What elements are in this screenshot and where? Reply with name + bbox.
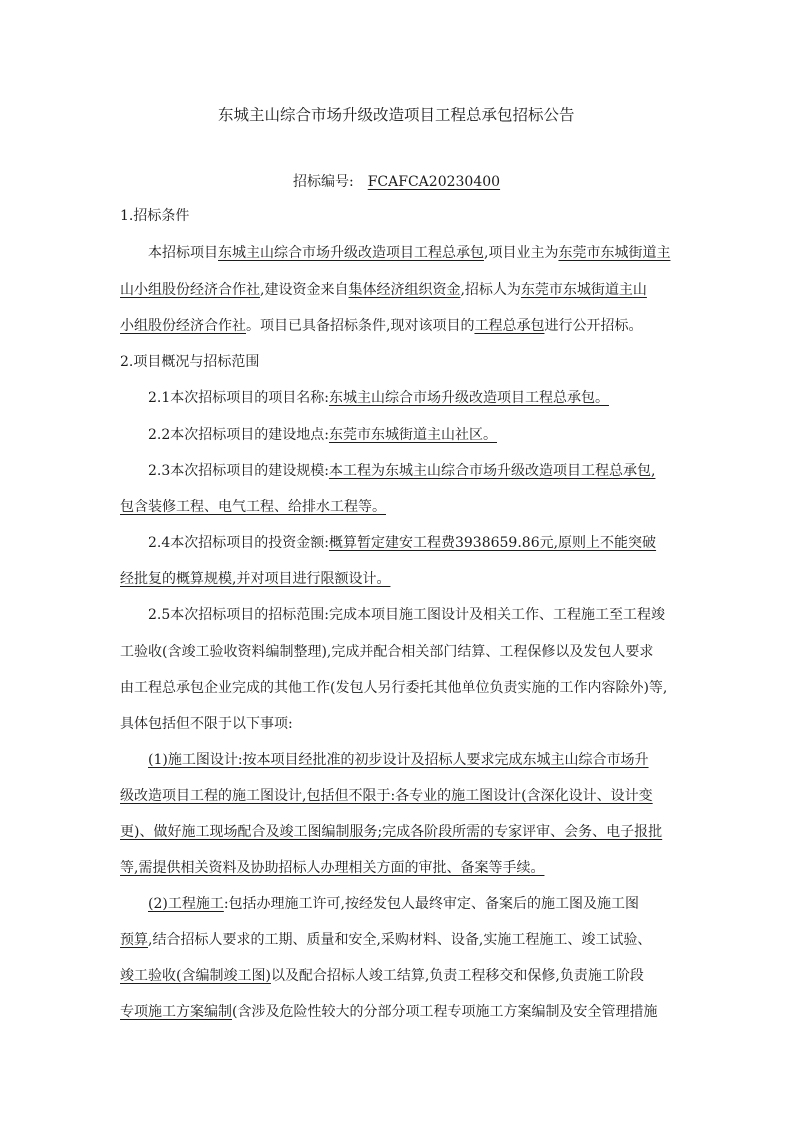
- tender-number-label: 招标编号:: [293, 174, 354, 190]
- text-segment: 本招标项目: [148, 245, 218, 261]
- item-label: 2.3本次招标项目的建设规模:: [148, 463, 329, 479]
- item-2-1: [148, 388, 609, 408]
- text-segment: ,结合招标人要求的工期、质量和安全,采购材料、设备,实施工程施工、竣工试验、: [148, 932, 652, 948]
- text-segment: :包括办理施工许可,按经发包人最终审定、备案后的施工图及施工图: [223, 896, 640, 912]
- text-underlined: 专项施工方案编制: [120, 1004, 232, 1020]
- text-segment: ,建设资金来自: [260, 282, 349, 298]
- subitem-2-line-3: [120, 966, 644, 986]
- item-2-2: [148, 425, 497, 445]
- subitem-2-line-4: [120, 1002, 657, 1022]
- text-segment: 以及配合招标人竣工结算,负责工程移交和保修,负责施工阶段: [270, 968, 644, 984]
- contract-type-underlined: 工程总承包: [474, 318, 545, 334]
- subitem-1-line-3: 更)、做好施工现场配合及竣工图编制服务;完成各阶段所需的专家评审、会务、电子报批: [120, 824, 663, 840]
- item-value-underlined: 东莞市东城街道主山社区。: [328, 427, 497, 443]
- tenderer-name-underlined: 东莞市东城街道主山: [520, 282, 647, 298]
- subitem-2-line-2: [120, 930, 651, 950]
- text-segment: ,项目业主为: [484, 245, 559, 261]
- item-label: 2.2本次招标项目的建设地点:: [148, 427, 329, 443]
- section-1-paragraph-line-2: [120, 280, 647, 300]
- subitem-1-line-1: (1)施工图设计:按本项目经批准的初步设计及招标人要求完成东城主山综合市场升: [148, 752, 649, 768]
- subitem-1-line-2: 级改造项目工程的施工图设计,包括但不限于:各专业的施工图设计(含深化设计、设计变: [120, 788, 653, 804]
- item-2-4: [148, 533, 656, 553]
- subitem-heading-underlined: (2)工程施工: [148, 896, 224, 912]
- item-2-5-line-2: 工验收(含竣工验收资料编制整理),完成并配合相关部门结算、工程保修以及发包人要求: [120, 644, 654, 660]
- text-segment: ,招标人为: [460, 282, 521, 298]
- item-2-4-continuation: 经批复的概算规模,并对项目进行限额设计。: [120, 571, 391, 587]
- tender-number-value: FCAFCA20230400: [367, 174, 501, 190]
- funding-source-underlined: 集体经济组织资金: [348, 282, 461, 298]
- item-value-underlined: 概算暂定建安工程费3938659.86元,原则上不能突破: [328, 535, 657, 551]
- section-1-heading: 1.招标条件: [120, 208, 190, 224]
- item-label: 2.1本次招标项目的项目名称:: [148, 390, 329, 406]
- item-2-3: [148, 461, 655, 481]
- item-value-underlined: 本工程为东城主山综合市场升级改造项目工程总承包,: [328, 463, 656, 479]
- section-1-paragraph-line-3: [120, 316, 642, 336]
- tender-number: [293, 172, 506, 192]
- text-segment: 进行公开招标。: [544, 318, 643, 334]
- text-segment: (含涉及危险性较大的分部分项工程专项施工方案编制及安全管理措施: [232, 1004, 658, 1020]
- tenderer-name-underlined: 小组股份经济合作社: [120, 318, 246, 334]
- item-value-underlined: 东城主山综合市场升级改造项目工程总承包。: [328, 390, 609, 406]
- item-label: 2.4本次招标项目的投资金额:: [148, 535, 329, 551]
- document-title: 东城主山综合市场升级改造项目工程总承包招标公告: [218, 106, 575, 124]
- text-underlined: 竣工验收(含编制竣工图): [120, 968, 271, 984]
- item-2-3-continuation: 包含装修工程、电气工程、给排水工程等。: [120, 499, 386, 515]
- owner-name-underlined: 山小组股份经济合作社: [120, 282, 260, 298]
- text-segment: 。项目已具备招标条件,现对该项目的: [246, 318, 475, 334]
- text-underlined: 预算: [120, 932, 148, 948]
- item-2-5-line-4: 具体包括但不限于以下事项:: [120, 716, 293, 732]
- owner-name-underlined: 东莞市东城街道主: [558, 245, 671, 261]
- section-2-heading: 2.项目概况与招标范围: [120, 354, 260, 370]
- section-1-paragraph-line-1: [148, 243, 670, 263]
- item-2-5-line-3: 由工程总承包企业完成的其他工作(发包人另行委托其他单位负责实施的工作内容除外)等,: [120, 680, 668, 696]
- subitem-1-line-4: 等,需提供相关资料及协助招标人办理相关方面的审批、备案等手续。: [120, 860, 545, 876]
- project-name-underlined: 东城主山综合市场升级改造项目工程总承包: [218, 245, 484, 261]
- item-2-5-line-1: 2.5本次招标项目的招标范围:完成本项目施工图设计及相关工作、工程施工至工程竣: [148, 607, 665, 623]
- subitem-2-line-1: [148, 894, 639, 914]
